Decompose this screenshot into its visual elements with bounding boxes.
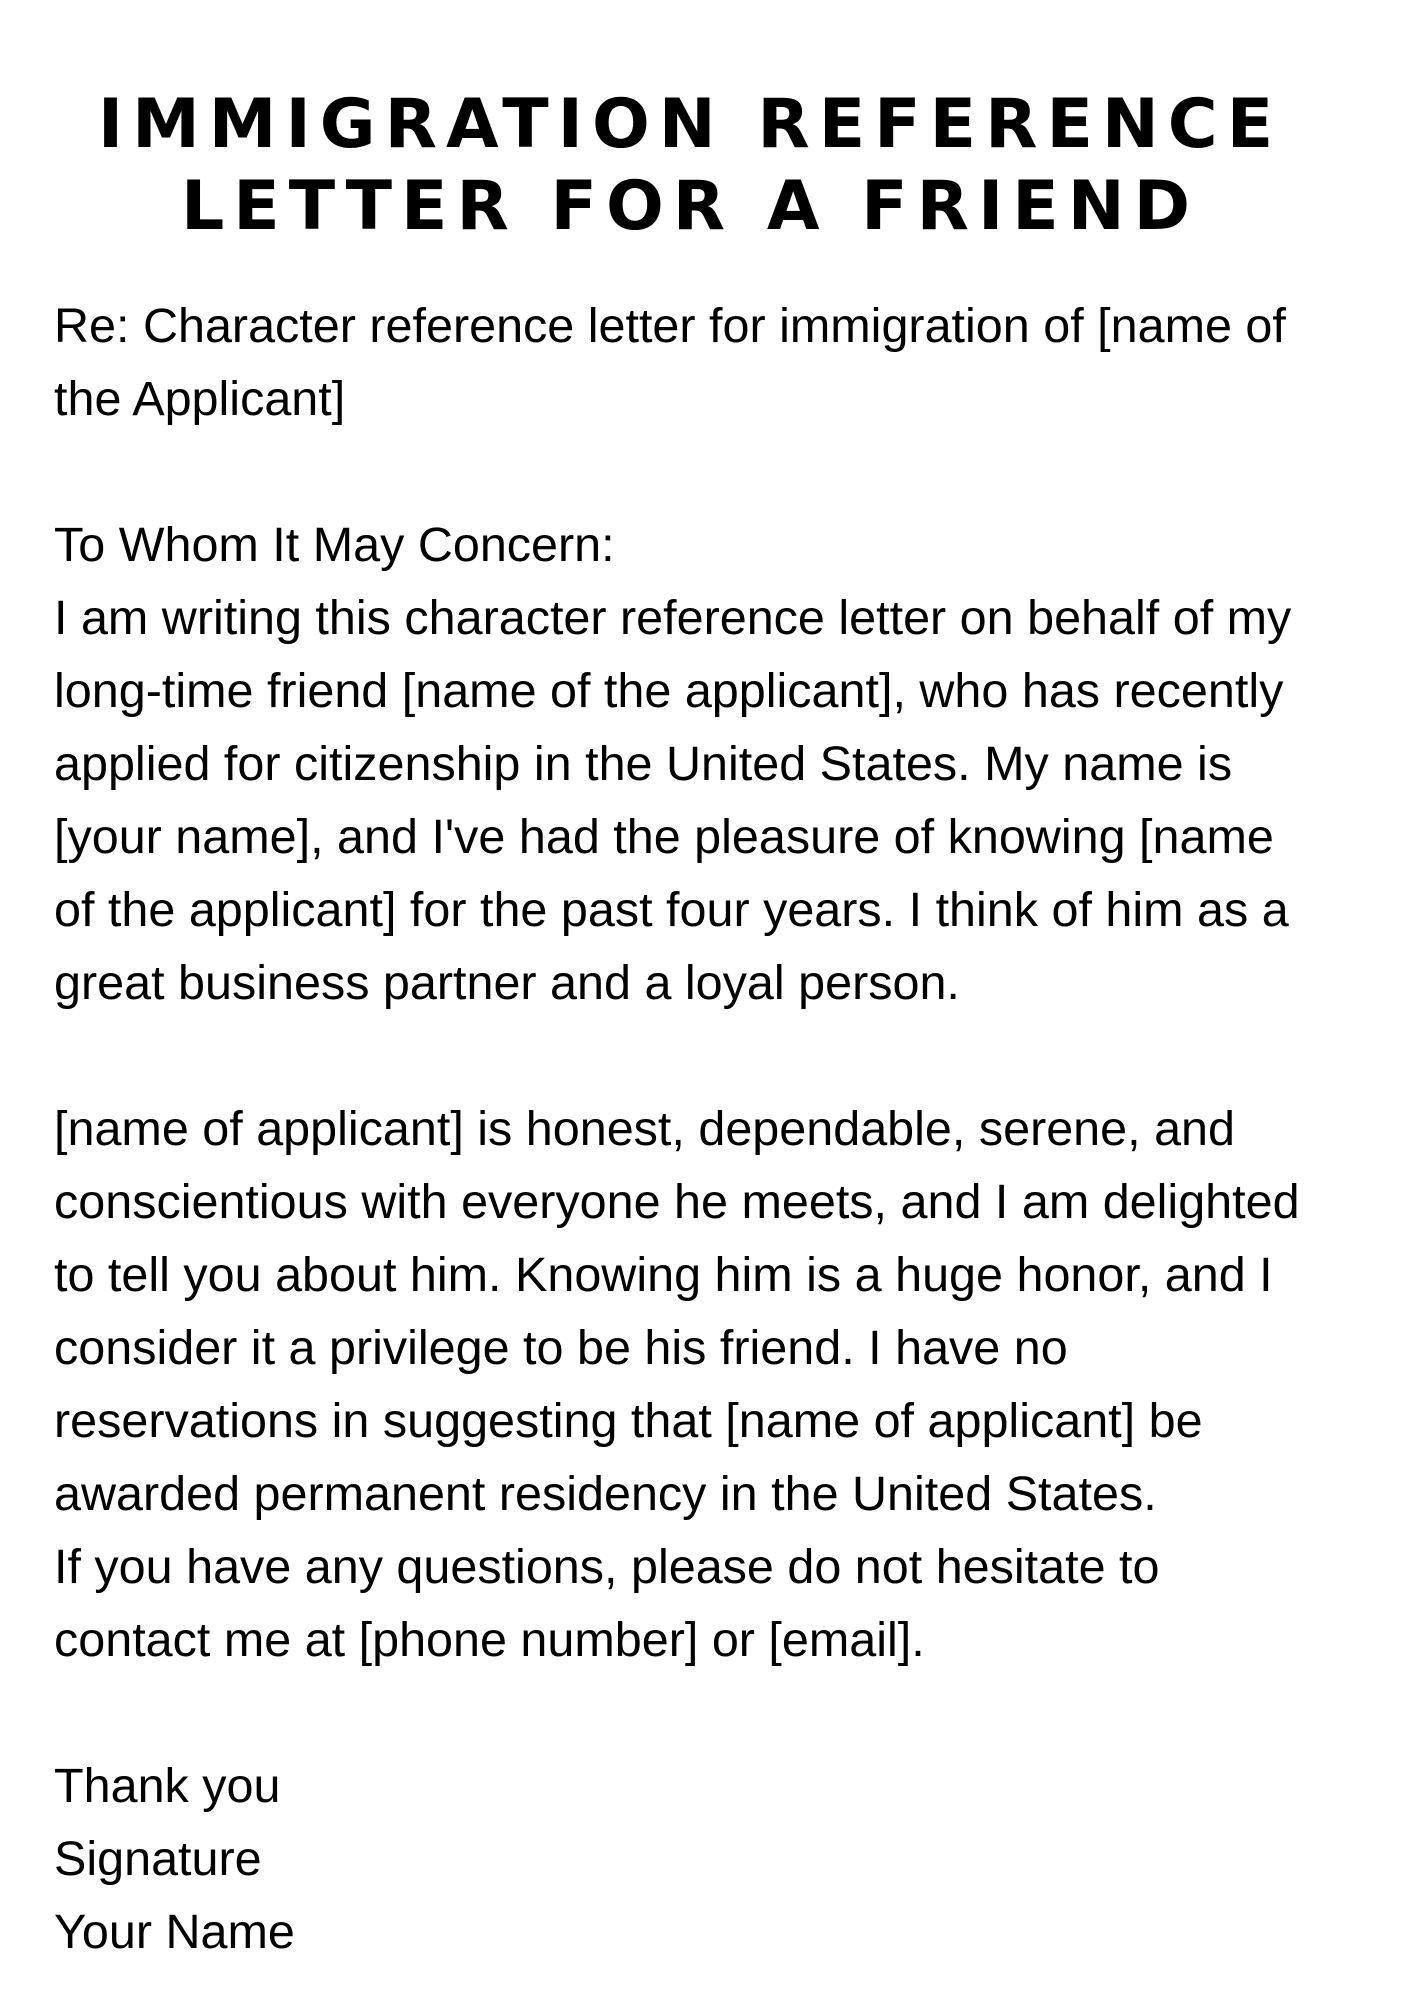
paragraph-intro	[54, 582, 1404, 1020]
paragraph-line: reservations in suggesting that [name of applicant] be	[54, 1394, 1203, 1448]
paragraph-line: of the applicant] for the past four years. I think of him as a	[54, 883, 1289, 937]
letter-title	[0, 84, 1380, 248]
paragraph-line: I am writing this character reference letter on behalf of my	[54, 591, 1292, 645]
paragraph-line: conscientious with everyone he meets, and I am delighted	[54, 1175, 1300, 1229]
letter-body	[54, 290, 1404, 1969]
paragraph-line: [name of applicant] is honest, dependable, serene, and	[54, 1102, 1236, 1156]
paragraph-line: [your name], and I've had the pleasure of knowing [name	[54, 810, 1274, 864]
subject-line-1: Re: Character reference letter for immigration of [name of	[54, 299, 1286, 353]
closing-signature: Signature	[54, 1832, 262, 1886]
salutation: To Whom It May Concern:	[54, 518, 615, 572]
paragraph-line: applied for citizenship in the United States. My name is	[54, 737, 1233, 791]
title-line-1: IMMIGRATION REFERENCE	[97, 85, 1283, 164]
subject-line-2: the Applicant]	[54, 372, 346, 426]
closing-thanks: Thank you	[54, 1759, 281, 1813]
paragraph-line: long-time friend [name of the applicant], who has recently	[54, 664, 1284, 718]
paragraph-line: awarded permanent residency in the United States.	[54, 1467, 1157, 1521]
spacer	[54, 1677, 1404, 1750]
paragraph-line: to tell you about him. Knowing him is a huge honor, and I	[54, 1248, 1273, 1302]
paragraph-line: great business partner and a loyal person.	[54, 956, 960, 1010]
closing-name: Your Name	[54, 1905, 295, 1959]
paragraph-contact	[54, 1531, 1404, 1677]
paragraph-character	[54, 1093, 1404, 1531]
paragraph-line: If you have any questions, please do not hesitate to	[54, 1540, 1160, 1594]
spacer	[54, 1020, 1404, 1093]
spacer	[54, 436, 1404, 509]
title-line-2: LETTER FOR A FRIEND	[180, 167, 1200, 246]
subject-line	[54, 290, 1404, 436]
closing-block	[54, 1750, 1404, 1969]
paragraph-line: consider it a privilege to be his friend. I have no	[54, 1321, 1068, 1375]
paragraph-line: contact me at [phone number] or [email].	[54, 1613, 925, 1667]
